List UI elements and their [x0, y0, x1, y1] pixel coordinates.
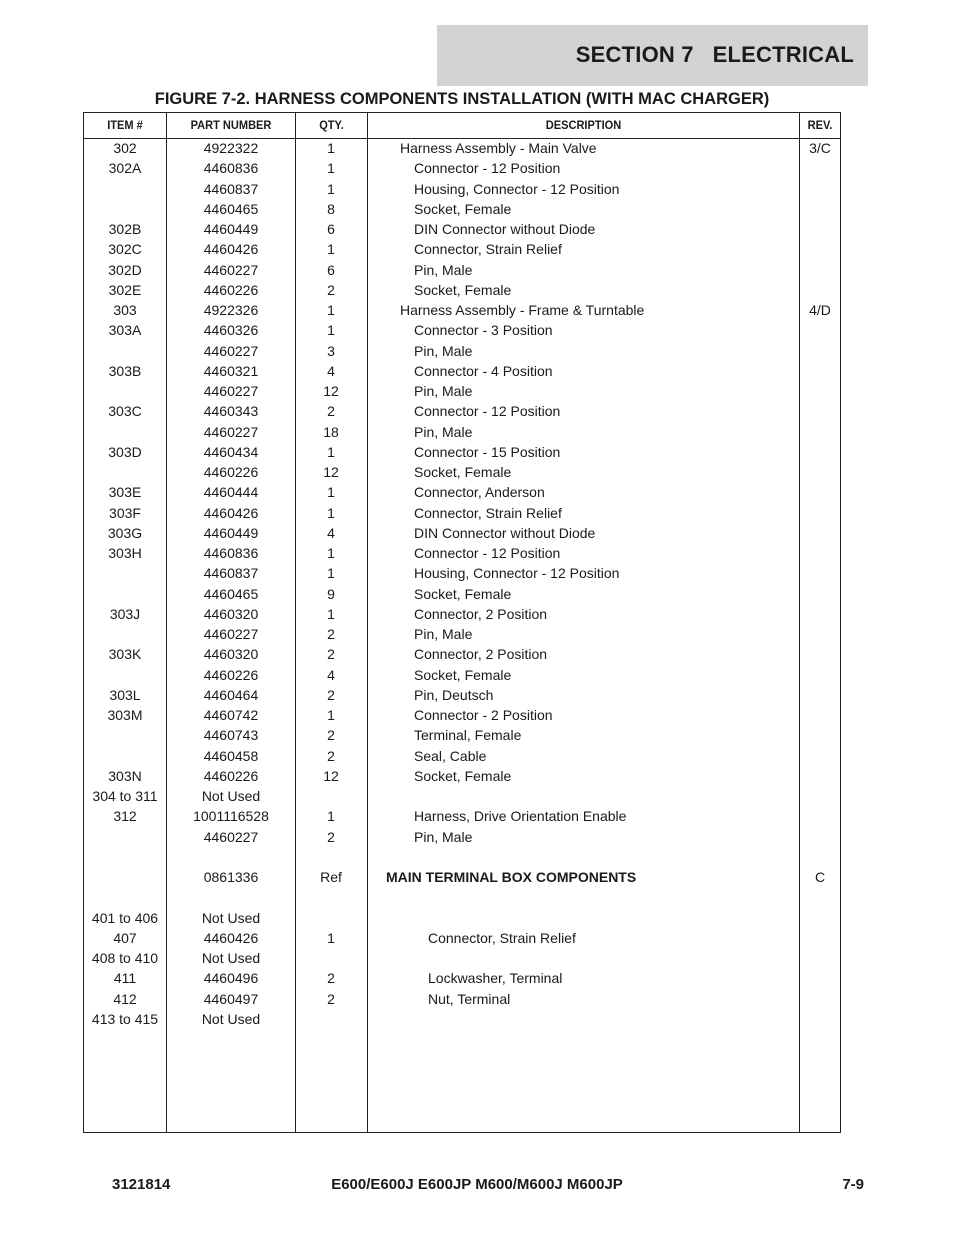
- section-banner: [437, 25, 868, 86]
- table-row: [84, 867, 840, 887]
- part-number-cell: 0861336: [203, 869, 259, 885]
- part-number-cell: 4460227: [203, 342, 259, 359]
- description-cell: Connector - 12 Position: [414, 403, 561, 420]
- table-row: [84, 260, 840, 280]
- item-cell: 302A: [108, 160, 142, 177]
- table-row: [84, 705, 840, 725]
- table-row: [84, 908, 840, 928]
- part-number-cell: 4460426: [203, 241, 259, 258]
- description-cell: Connector - 15 Position: [414, 443, 561, 460]
- qty-cell: 2: [327, 747, 335, 764]
- item-cell: 302D: [108, 261, 142, 278]
- table-row: [84, 887, 840, 907]
- rev-cell: C: [814, 869, 826, 885]
- description-cell: Pin, Male: [414, 383, 473, 399]
- item-cell: 303C: [108, 403, 142, 420]
- item-cell: 304 to 311: [92, 788, 158, 804]
- table-row: [84, 422, 840, 442]
- description-cell: Connector - 4 Position: [414, 362, 553, 379]
- description-cell: DIN Connector without Diode: [414, 524, 596, 541]
- qty-cell: 3: [327, 342, 335, 359]
- item-cell: 303K: [108, 646, 142, 663]
- table-row: [84, 827, 840, 847]
- rev-cell: 4/D: [809, 302, 831, 318]
- table-row: [84, 746, 840, 766]
- description-cell: Seal, Cable: [414, 747, 487, 764]
- part-number-cell: 4460227: [203, 828, 259, 845]
- header-rev: REV.: [807, 118, 833, 132]
- qty-cell: 2: [327, 686, 335, 703]
- part-number-cell: 4460743: [203, 727, 259, 744]
- description-cell: Pin, Deutsch: [414, 686, 494, 703]
- qty-cell: 6: [327, 221, 335, 237]
- part-number-cell: 4460449: [203, 221, 259, 237]
- part-number-cell: 4460836: [203, 545, 259, 561]
- item-cell: 413 to 415: [91, 1010, 159, 1027]
- qty-cell: 2: [327, 828, 335, 845]
- table-body: [84, 138, 840, 1029]
- table-row: [84, 665, 840, 685]
- qty-cell: 12: [323, 464, 339, 480]
- qty-cell: 2: [327, 970, 335, 987]
- part-number-cell: 4922326: [203, 302, 259, 318]
- qty-cell: 2: [327, 403, 335, 420]
- description-cell: Connector - 2 Position: [414, 707, 553, 723]
- part-number-cell: 4460465: [203, 200, 259, 217]
- qty-cell: 1: [327, 504, 335, 521]
- qty-cell: 4: [327, 362, 335, 379]
- parts-table: [83, 112, 841, 1133]
- part-number-cell: 4460226: [203, 464, 259, 480]
- qty-cell: 18: [323, 423, 339, 440]
- table-row: [84, 320, 840, 340]
- footer-page-number: 7-9: [842, 1176, 864, 1193]
- part-number-cell: 4460320: [203, 605, 259, 622]
- qty-cell: 1: [327, 180, 335, 197]
- part-number-cell: 4460836: [203, 160, 259, 177]
- part-number-cell: 4460226: [203, 281, 259, 298]
- part-number-cell: 4460227: [203, 626, 259, 642]
- description-cell: Connector, Strain Relief: [414, 504, 562, 521]
- description-cell: Connector, Strain Relief: [414, 241, 562, 258]
- part-number-cell: Not Used: [201, 788, 261, 804]
- description-cell: Socket, Female: [414, 767, 512, 784]
- table-row: [84, 786, 840, 806]
- header-item: ITEM #: [107, 118, 143, 132]
- item-cell: 407: [113, 929, 137, 946]
- part-number-cell: Not Used: [201, 1010, 261, 1027]
- table-row: [84, 584, 840, 604]
- table-row: [84, 543, 840, 563]
- table-row: [84, 766, 840, 786]
- qty-cell: 1: [327, 484, 335, 501]
- description-cell: Housing, Connector - 12 Position: [414, 565, 620, 582]
- description-cell: Pin, Male: [414, 261, 473, 278]
- table-row: [84, 989, 840, 1009]
- item-cell: 303N: [108, 767, 142, 784]
- qty-cell: 4: [327, 666, 335, 683]
- item-cell: 303L: [109, 686, 141, 703]
- table-row: [84, 280, 840, 300]
- qty-cell: 1: [327, 302, 335, 318]
- table-row: [84, 381, 840, 401]
- qty-cell: 1: [327, 160, 335, 177]
- table-row: [84, 199, 840, 219]
- description-cell: Harness Assembly - Frame & Turntable: [400, 302, 645, 318]
- part-number-cell: 4460426: [203, 504, 259, 521]
- item-cell: 303J: [109, 605, 141, 622]
- item-cell: 302B: [108, 221, 142, 237]
- part-number-cell: 4460837: [203, 180, 259, 197]
- description-cell: Nut, Terminal: [428, 990, 511, 1007]
- item-cell: 303A: [108, 322, 142, 339]
- description-cell: Socket, Female: [414, 281, 512, 298]
- item-cell: 303M: [107, 707, 143, 723]
- qty-cell: Ref: [320, 869, 342, 885]
- part-number-cell: 4460449: [203, 524, 259, 541]
- description-cell: Connector, Strain Relief: [428, 929, 576, 946]
- footer-models: E600/E600J E600JP M600/M600J M600JP: [331, 1176, 623, 1193]
- description-cell: Pin, Male: [414, 626, 473, 642]
- part-number-cell: 4460326: [203, 322, 259, 339]
- qty-cell: 2: [327, 281, 335, 298]
- description-cell: Harness Assembly - Main Valve: [400, 140, 597, 156]
- part-number-cell: 4460497: [203, 990, 259, 1007]
- table-row: [84, 685, 840, 705]
- description-cell: Connector - 12 Position: [414, 160, 561, 177]
- table-row: [84, 138, 840, 158]
- part-number-cell: 4460496: [203, 970, 259, 987]
- qty-cell: 1: [327, 929, 335, 946]
- part-number-cell: 4460458: [203, 747, 259, 764]
- qty-cell: 12: [323, 767, 339, 784]
- table-row: [84, 361, 840, 381]
- part-number-cell: 4460464: [203, 686, 259, 703]
- description-cell: Harness, Drive Orientation Enable: [414, 808, 627, 825]
- description-cell: Lockwasher, Terminal: [428, 970, 563, 987]
- header-qty: QTY.: [319, 118, 344, 132]
- description-cell: Socket, Female: [414, 464, 512, 480]
- qty-cell: 1: [327, 140, 335, 156]
- item-cell: 303D: [108, 443, 142, 460]
- description-cell: DIN Connector without Diode: [414, 221, 596, 237]
- part-number-cell: Not Used: [201, 950, 261, 966]
- figure-title: FIGURE 7-2. HARNESS COMPONENTS INSTALLATION (WITH MAC CHARGER): [154, 90, 770, 108]
- item-cell: 303E: [108, 484, 142, 501]
- table-row: [84, 158, 840, 178]
- qty-cell: 2: [327, 626, 335, 642]
- footer-doc-number: 3121814: [112, 1176, 171, 1193]
- part-number-cell: 4460465: [203, 585, 259, 602]
- qty-cell: 1: [327, 322, 335, 339]
- description-cell: Socket, Female: [414, 666, 512, 683]
- description-cell: Socket, Female: [414, 585, 512, 602]
- description-cell: Connector, 2 Position: [414, 605, 548, 622]
- table-row: [84, 179, 840, 199]
- part-number-cell: 4460444: [203, 484, 259, 501]
- item-cell: 401 to 406: [91, 909, 159, 926]
- table-row: [84, 725, 840, 745]
- part-number-cell: 4922322: [203, 140, 259, 156]
- table-row: [84, 503, 840, 523]
- qty-cell: 12: [323, 383, 339, 399]
- header-part-number: PART NUMBER: [190, 118, 272, 132]
- item-cell: 303: [113, 302, 137, 318]
- item-cell: 411: [113, 970, 137, 987]
- table-row: [84, 341, 840, 361]
- qty-cell: 1: [327, 545, 335, 561]
- qty-cell: 1: [327, 605, 335, 622]
- qty-cell: 1: [327, 565, 335, 582]
- item-cell: 303H: [108, 545, 142, 561]
- item-cell: 412: [113, 990, 137, 1007]
- part-number-cell: 4460227: [203, 383, 259, 399]
- part-number-cell: 4460227: [203, 423, 259, 440]
- part-number-cell: 4460343: [203, 403, 259, 420]
- description-cell: Pin, Male: [414, 423, 473, 440]
- qty-cell: 2: [327, 990, 335, 1007]
- qty-cell: 1: [327, 808, 335, 825]
- part-number-cell: 4460321: [203, 362, 259, 379]
- description-cell: Connector, Anderson: [414, 484, 545, 501]
- part-number-cell: 4460837: [203, 565, 259, 582]
- description-cell: Terminal, Female: [414, 727, 522, 744]
- table-row: [84, 442, 840, 462]
- qty-cell: 4: [327, 524, 335, 541]
- qty-cell: 1: [327, 241, 335, 258]
- item-cell: 302C: [108, 241, 142, 258]
- item-cell: 303F: [109, 504, 141, 521]
- table-row: [84, 563, 840, 583]
- item-cell: 303B: [108, 362, 142, 379]
- table-row: [84, 1009, 840, 1029]
- table-row: [84, 948, 840, 968]
- part-number-cell: 4460226: [203, 666, 259, 683]
- table-row: [84, 462, 840, 482]
- section-title: SECTION 7 ELECTRICAL: [575, 42, 854, 67]
- item-cell: 303G: [107, 524, 143, 541]
- table-row: [84, 928, 840, 948]
- part-number-cell: 4460742: [203, 707, 259, 723]
- description-cell: Connector - 3 Position: [414, 322, 553, 339]
- part-number-cell: 1001116528: [193, 808, 269, 825]
- table-row: [84, 239, 840, 259]
- qty-cell: 9: [327, 585, 335, 602]
- description-cell: MAIN TERMINAL BOX COMPONENTS: [386, 869, 637, 885]
- header-description: DESCRIPTION: [545, 118, 622, 132]
- table-row: [84, 847, 840, 867]
- part-number-cell: 4460227: [203, 261, 259, 278]
- table-row: [84, 644, 840, 664]
- table-row: [84, 482, 840, 502]
- table-row: [84, 968, 840, 988]
- description-cell: Pin, Male: [414, 828, 473, 845]
- part-number-cell: 4460320: [203, 646, 259, 663]
- qty-cell: 2: [327, 727, 335, 744]
- part-number-cell: Not Used: [201, 909, 261, 926]
- table-row: [84, 219, 840, 239]
- description-cell: Connector, 2 Position: [414, 646, 548, 663]
- table-row: [84, 523, 840, 543]
- table-row: [84, 624, 840, 644]
- item-cell: 302: [113, 140, 137, 156]
- qty-cell: 2: [327, 646, 335, 663]
- part-number-cell: 4460226: [203, 767, 259, 784]
- description-cell: Socket, Female: [414, 200, 512, 217]
- part-number-cell: 4460426: [203, 929, 259, 946]
- item-cell: 302E: [108, 281, 142, 298]
- item-cell: 312: [113, 808, 137, 825]
- description-cell: Connector - 12 Position: [414, 545, 561, 561]
- qty-cell: 1: [327, 707, 335, 723]
- description-cell: Pin, Male: [414, 342, 473, 359]
- qty-cell: 1: [327, 443, 335, 460]
- description-cell: Housing, Connector - 12 Position: [414, 180, 620, 197]
- table-row: [84, 806, 840, 826]
- qty-cell: 6: [327, 261, 335, 278]
- item-cell: 408 to 410: [91, 950, 159, 966]
- table-row: [84, 300, 840, 320]
- table-row: [84, 401, 840, 421]
- table-row: [84, 604, 840, 624]
- qty-cell: 8: [327, 200, 335, 217]
- part-number-cell: 4460434: [203, 443, 259, 460]
- rev-cell: 3/C: [809, 140, 831, 156]
